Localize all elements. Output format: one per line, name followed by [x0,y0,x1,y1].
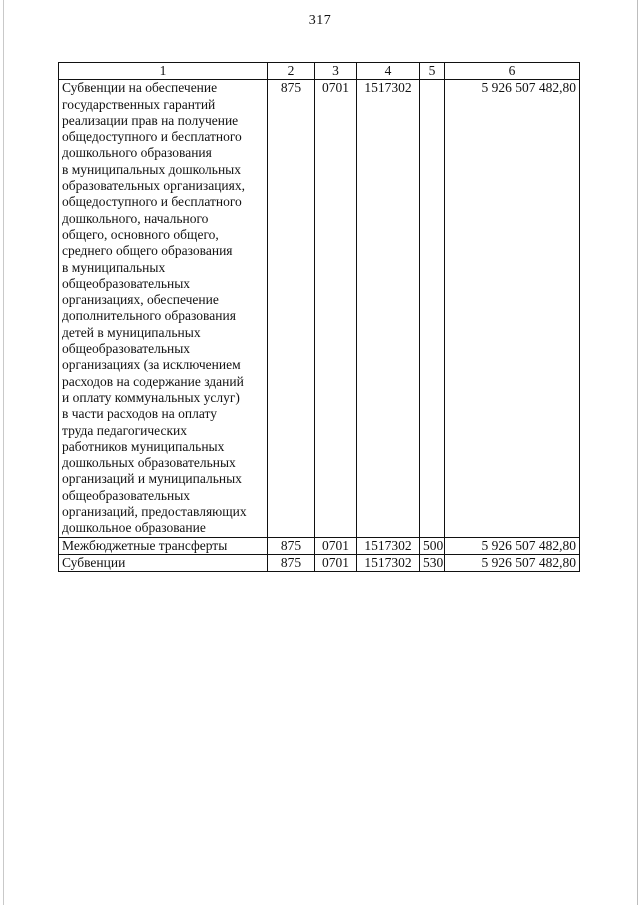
row-description [59,80,268,537]
description-line: среднего общего образования [62,243,233,259]
row-expense-type: 530 [420,554,445,571]
row-ministry-code: 875 [268,80,315,537]
row-amount: 5 926 507 482,80 [445,80,580,537]
description-line: и оплату коммунальных услуг) [62,389,240,405]
row-description: Субвенции [59,554,268,571]
description-line: дошкольное образование [62,520,206,536]
row-section-code: 0701 [315,80,357,537]
description-line: в части расходов на оплату [62,406,217,422]
description-line: образовательных организациях, [62,178,245,194]
column-header: 4 [357,63,420,80]
description-line: дошкольного, начального [62,210,209,226]
description-line: общеобразовательных [62,341,191,357]
description-line: труда педагогических [62,422,188,438]
column-header: 1 [59,63,268,80]
column-header: 2 [268,63,315,80]
description-line: дополнительного образования [62,308,236,324]
budget-table [58,62,580,572]
row-section-code: 0701 [315,537,357,554]
description-line: дошкольного образования [62,145,212,161]
description-line: расходов на содержание зданий [62,373,244,389]
row-ministry-code: 875 [268,537,315,554]
description-line: государственных гарантий [62,96,216,112]
table-row [59,537,580,554]
page-number: 317 [308,13,332,28]
description-line: общеобразовательных [62,275,191,291]
row-section-code: 0701 [315,554,357,571]
row-ministry-code: 875 [268,554,315,571]
row-expense-type [420,80,445,537]
scan-edge-left [3,0,4,905]
column-header: 5 [420,63,445,80]
description-line: работников муниципальных [62,438,225,454]
description-line: общедоступного и бесплатного [62,194,242,210]
scan-edge-right [637,0,638,905]
description-line: организаций, предоставляющих [62,504,247,520]
table-row [59,554,580,571]
row-amount: 5 926 507 482,80 [445,537,580,554]
row-target-code: 1517302 [357,80,420,537]
description-line: реализации прав на получение [62,112,239,128]
description-line: дошкольных образовательных [62,455,236,471]
description-line: организациях, обеспечение [62,292,219,308]
row-target-code: 1517302 [357,537,420,554]
row-amount: 5 926 507 482,80 [445,554,580,571]
column-header: 3 [315,63,357,80]
description-line: в муниципальных дошкольных [62,161,241,177]
column-header: 6 [445,63,580,80]
row-expense-type: 500 [420,537,445,554]
description-line: организациях (за исключением [62,357,241,373]
description-line: организаций и муниципальных [62,471,242,487]
table-row [59,80,580,537]
row-target-code: 1517302 [357,554,420,571]
description-line: общего, основного общего, [62,226,219,242]
description-line: детей в муниципальных [62,324,201,340]
description-line: в муниципальных [62,259,166,275]
description-line: общеобразовательных [62,487,191,503]
description-line: общедоступного и бесплатного [62,129,242,145]
description-line: Субвенции на обеспечение [62,80,218,96]
table-header-row [59,63,580,80]
row-description: Межбюджетные трансферты [59,537,268,554]
